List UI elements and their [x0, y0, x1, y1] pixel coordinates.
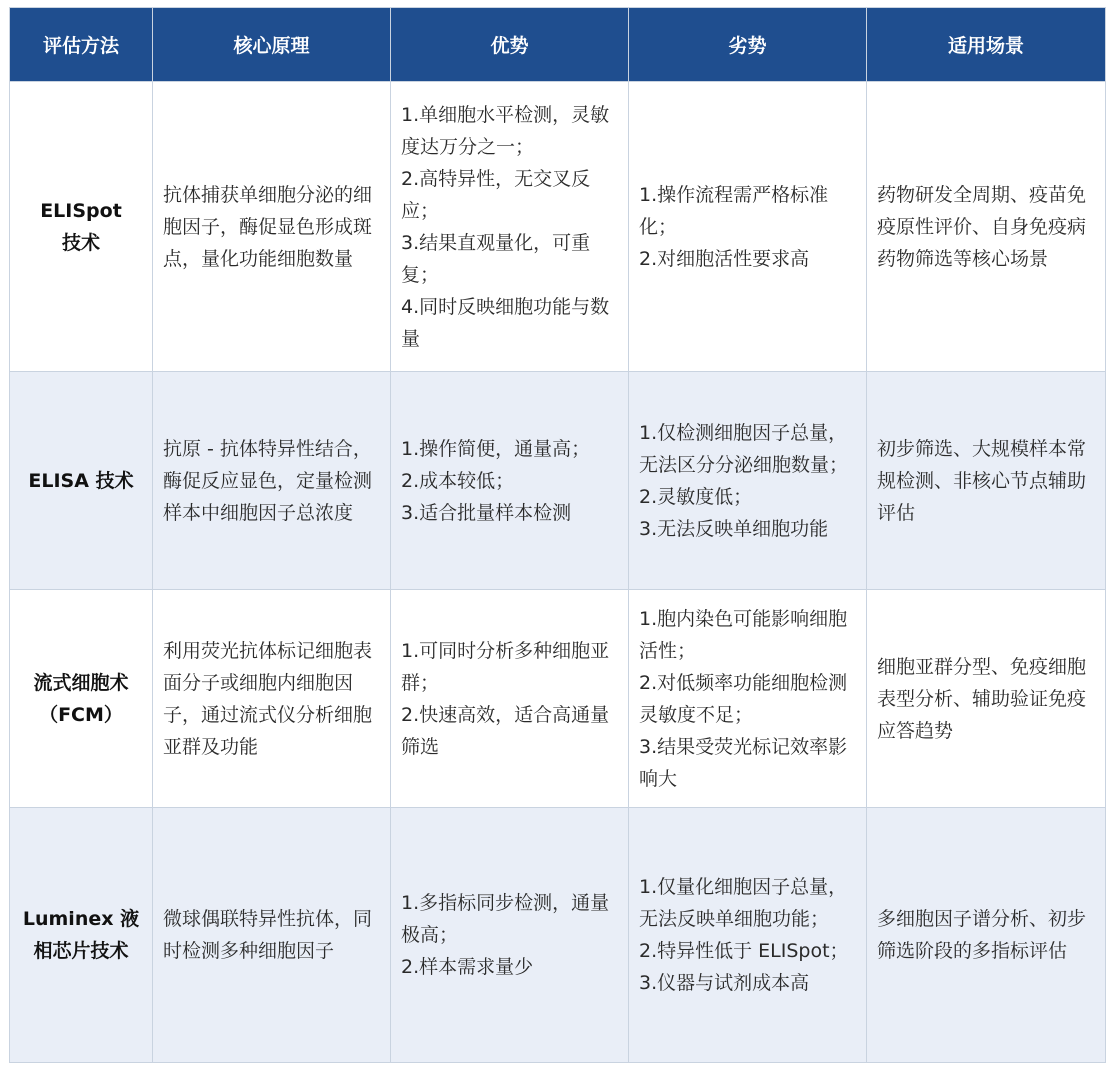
scenario-text: 细胞亚群分型、免疫细胞表型分析、辅助验证免疫应答趋势 — [877, 655, 1087, 742]
advantage-item: 1.单细胞水平检测，灵敏度达万分之一； — [401, 103, 610, 158]
disadvantage-item: 2.灵敏度低； — [639, 485, 753, 508]
header-advantages: 优势 — [391, 8, 629, 82]
disadvantage-item: 3.结果受荧光标记效率影响大 — [639, 735, 848, 790]
disadvantages-cell — [629, 82, 867, 372]
disadvantage-item: 3.仪器与试剂成本高 — [639, 972, 810, 994]
disadvantages-cell — [629, 808, 867, 1063]
advantage-item: 3.结果直观量化，可重复； — [401, 231, 591, 286]
principle-text: 抗原 - 抗体特异性结合，酶促反应显色，定量检测样本中细胞因子总浓度 — [163, 437, 373, 524]
method-line: 流式细胞术 — [33, 671, 129, 694]
advantage-item: 4.同时反映细胞功能与数量 — [401, 295, 610, 350]
method-cell — [10, 808, 153, 1063]
principle-cell — [153, 808, 391, 1063]
header-row — [10, 8, 1106, 82]
principle-text: 利用荧光抗体标记细胞表面分子或细胞内细胞因子，通过流式仪分析细胞亚群及功能 — [163, 639, 373, 758]
method-cell — [10, 590, 153, 808]
table-row-fcm — [10, 590, 1106, 808]
advantage-item: 2.样本需求量少 — [401, 956, 534, 978]
advantage-item: 1.可同时分析多种细胞亚群； — [401, 639, 610, 694]
disadvantage-item: 1.操作流程需严格标准化； — [639, 183, 829, 238]
table-row-luminex — [10, 808, 1106, 1063]
advantages-cell — [391, 82, 629, 372]
principle-text: 微球偶联特异性抗体，同时检测多种细胞因子 — [163, 908, 373, 962]
method-cell — [10, 82, 153, 372]
principle-cell — [153, 82, 391, 372]
header-principle: 核心原理 — [153, 8, 391, 82]
disadvantage-item: 2.对细胞活性要求高 — [639, 247, 810, 270]
disadvantage-item: 1.仅量化细胞因子总量，无法反映单细胞功能； — [639, 876, 848, 930]
scenarios-cell — [867, 372, 1106, 590]
table-row-elisa — [10, 372, 1106, 590]
advantage-item: 2.高特异性，无交叉反应； — [401, 167, 591, 222]
method-line: Luminex 液 — [22, 908, 140, 930]
scenario-text: 初步筛选、大规模样本常规检测、非核心节点辅助评估 — [877, 437, 1087, 524]
principle-cell — [153, 372, 391, 590]
advantage-item: 2.快速高效，适合高通量筛选 — [401, 703, 610, 758]
principle-cell — [153, 590, 391, 808]
advantage-item: 2.成本较低； — [401, 469, 515, 492]
advantages-cell — [391, 808, 629, 1063]
advantage-item: 1.多指标同步检测，通量极高； — [401, 892, 610, 946]
disadvantage-item: 2.特异性低于 ELISpot； — [639, 940, 849, 962]
method-line: 相芯片技术 — [33, 940, 129, 962]
advantage-item: 3.适合批量样本检测 — [401, 501, 572, 524]
method-line: ELISA 技术 — [28, 469, 134, 492]
disadvantages-cell — [629, 590, 867, 808]
scenario-text: 药物研发全周期、疫苗免疫原性评价、自身免疫病药物筛选等核心场景 — [877, 183, 1087, 270]
scenarios-cell — [867, 590, 1106, 808]
principle-text: 抗体捕获单细胞分泌的细胞因子，酶促显色形成斑点，量化功能细胞数量 — [163, 183, 373, 270]
header-scenarios: 适用场景 — [867, 8, 1106, 82]
header-method: 评估方法 — [10, 8, 153, 82]
method-line: （FCM） — [39, 703, 123, 726]
disadvantage-item: 1.仅检测细胞因子总量，无法区分分泌细胞数量； — [639, 421, 849, 476]
comparison-table — [9, 7, 1106, 1063]
disadvantage-item: 3.无法反映单细胞功能 — [639, 517, 829, 540]
disadvantage-item: 2.对低频率功能细胞检测灵敏度不足； — [639, 671, 848, 726]
header-disadvantages: 劣势 — [629, 8, 867, 82]
advantage-item: 1.操作简便，通量高； — [401, 437, 591, 460]
advantages-cell — [391, 590, 629, 808]
table-row-elispot — [10, 82, 1106, 372]
scenario-text: 多细胞因子谱分析、初步筛选阶段的多指标评估 — [877, 908, 1087, 962]
scenarios-cell — [867, 808, 1106, 1063]
disadvantage-item: 1.胞内染色可能影响细胞活性； — [639, 607, 848, 662]
scenarios-cell — [867, 82, 1106, 372]
method-line: ELISpot — [40, 199, 122, 222]
advantages-cell — [391, 372, 629, 590]
disadvantages-cell — [629, 372, 867, 590]
method-line: 技术 — [61, 231, 100, 254]
method-cell — [10, 372, 153, 590]
